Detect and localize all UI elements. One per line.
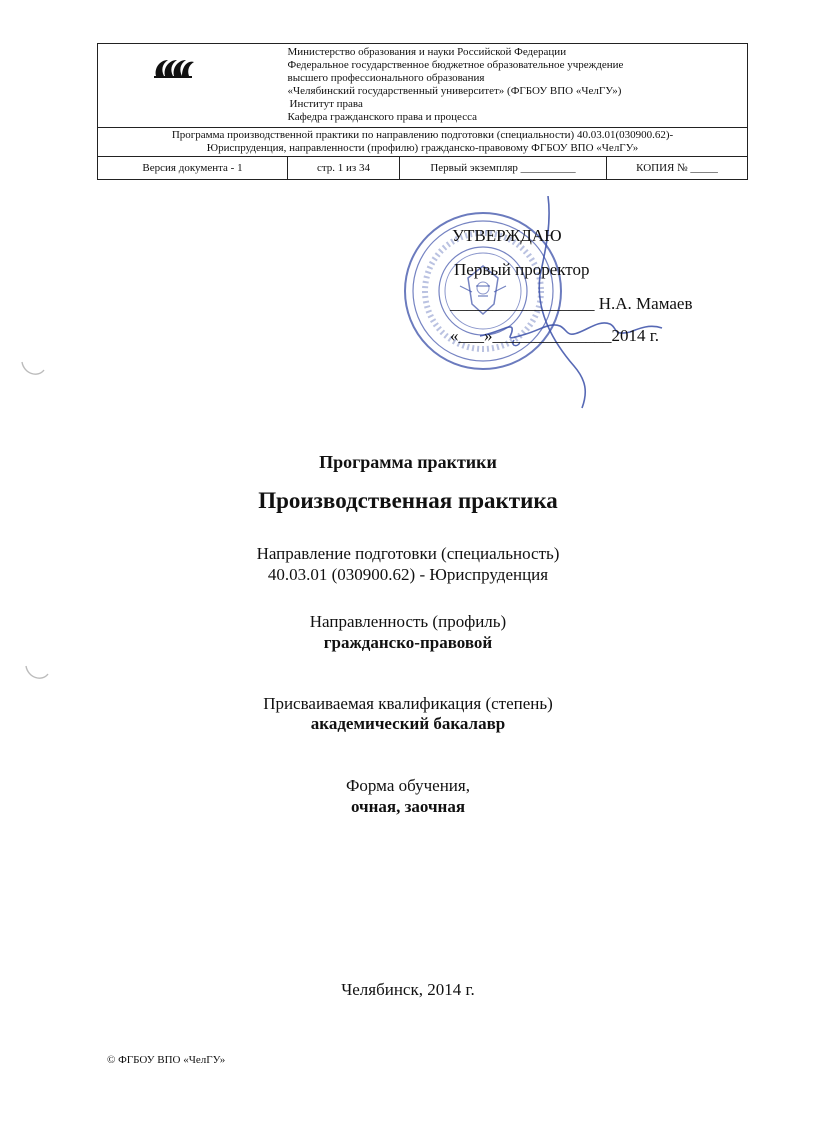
qualification-label: Присваиваемая квалификация (степень) [263, 694, 553, 713]
org-institution-type: Федеральное государственное бюджетное образовательное учреждение [287, 59, 624, 71]
logo-cell [98, 44, 288, 128]
direction-value: 40.03.01 (030900.62) - Юриспруденция [267, 565, 549, 584]
profile-label: Направленность (профиль) [309, 612, 507, 631]
document-title: Производственная практика [258, 488, 558, 513]
copyright-footer: © ФГБОУ ВПО «ЧелГУ» [107, 1054, 226, 1066]
copy-number: КОПИЯ № _____ [607, 157, 748, 180]
program-label: Программа практики [319, 452, 497, 472]
document-header-table [97, 43, 748, 180]
profile-value: гражданско-правовой [323, 633, 493, 652]
direction-label: Направление подготовки (специальность) [256, 544, 560, 563]
city-year: Челябинск, 2014 г. [341, 980, 475, 999]
document-version: Версия документа - 1 [98, 157, 288, 180]
punch-hole-mark-icon [22, 660, 52, 684]
approval-signature-line: _________________ Н.А. Мамаев [450, 294, 693, 313]
org-university: «Челябинский государственный университет» (ФГБОУ ВПО «ЧелГУ») [287, 85, 622, 97]
approval-position: Первый проректор [454, 260, 590, 279]
page-number: стр. 1 из 34 [288, 157, 400, 180]
org-institute: Институт права [289, 98, 363, 110]
program-description-cell [98, 128, 748, 157]
study-form-label: Форма обучения, [346, 776, 470, 795]
university-logo-icon [152, 56, 196, 80]
program-line-1: Программа производственной практики по направлению подготовки (специальности) 40.03.01(030900.62)- [171, 129, 674, 141]
study-form-value: очная, заочная [350, 797, 466, 816]
org-department: Кафедра гражданского права и процесса [287, 111, 477, 123]
approval-title: УТВЕРЖДАЮ [452, 226, 562, 245]
punch-hole-mark-icon [18, 356, 48, 380]
organization-cell [288, 44, 748, 128]
approval-date-line: «___»______________2014 г. [450, 326, 660, 345]
program-line-2: Юриспруденция, направленности (профилю) гражданско-правовому ФГБОУ ВПО «ЧелГУ» [206, 142, 639, 154]
first-copy: Первый экземпляр __________ [400, 157, 607, 180]
qualification-value: академический бакалавр [310, 714, 506, 733]
org-ministry: Министерство образования и науки Российской Федерации [287, 46, 567, 58]
org-education-level: высшего профессионального образования [287, 72, 485, 84]
